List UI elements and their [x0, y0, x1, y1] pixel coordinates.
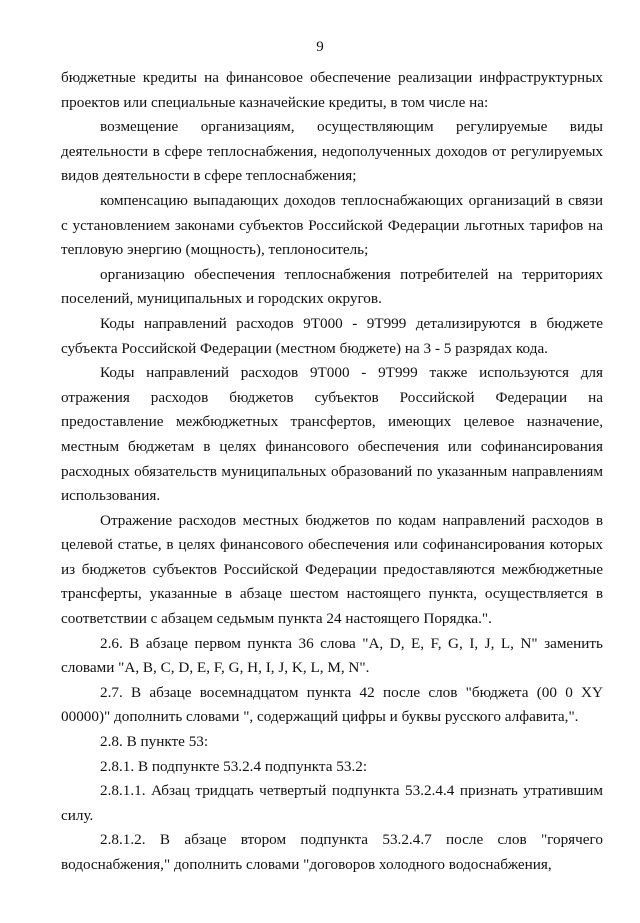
paragraph-10: 2.8. В пункте 53: [100, 733, 209, 751]
paragraph-9: 2.7. В абзаце восемнадцатом пункта 42 после слов "бюджета (00 0 XY 00000)" дополнить словами ", содержащий цифры и буквы русского алфавита,". [61, 683, 603, 726]
paragraph-13: 2.8.1.2. В абзаце втором подпункта 53.2.4.7 после слов "горячего водоснабжения," дополнить словами "договоров холодного водоснабжения, [61, 831, 603, 873]
paragraph-12: 2.8.1.1. Абзац тридцать четвертый подпункта 53.2.4.4 признать утратившим силу. [61, 782, 603, 824]
paragraph-2: возмещение организациям, осуществляющим регулируемые виды деятельности в сфере теплоснабжения, недополученных доходов от регулируемых видов деятельности в сфере теплоснабжения; [61, 118, 603, 185]
paragraph-1: бюджетные кредиты на финансовое обеспечение реализации инфраструктурных проектов или специальные казначейские кредиты, в том числе на: [61, 69, 603, 111]
paragraph-11: 2.8.1. В подпункте 53.2.4 подпункта 53.2: [100, 757, 368, 775]
paragraph-7: Отражение расходов местных бюджетов по кодам направлений расходов в целевой статье, в целях финансового обеспечения или софинансирования которых из бюджетов субъектов Российской Федерации предоставляются межбюджетные трансферты, указанные в абзаце шестом настоящего пункта, осуществляется в соответствии с абзацем седьмым пункта 24 настоящего Порядка.". [61, 511, 603, 628]
paragraph-6: Коды направлений расходов 9Т000 - 9Т999 также используются для отражения расходов бюджетов субъектов Российской Федерации на предоставление межбюджетных трансфертов, имеющих целевое назначение, местным бюджетам в целях финансового обеспечения или софинансирования расходных обязательств муниципальных образований по указанным направлениям использования. [61, 364, 603, 505]
paragraph-8: 2.6. В абзаце первом пункта 36 слова "A, D, E, F, G, I, J, L, N" заменить словами "A, B, C, D, E, F, G, H, I, J, K, L, M, N". [61, 634, 603, 677]
document-body [61, 66, 603, 878]
page-number: 9 [316, 39, 324, 55]
paragraph-4: организацию обеспечения теплоснабжения потребителей на территориях поселений, муниципальных и городских округов. [61, 265, 603, 308]
paragraph-3: компенсацию выпадающих доходов теплоснабжающих организаций в связи с установлением законами субъектов Российской Федерации льготных тарифов на тепловую энергию (мощность), теплоноситель; [61, 191, 603, 259]
paragraph-5: Коды направлений расходов 9Т000 - 9Т999 детализируются в бюджете субъекта Российской Федерации (местном бюджете) на 3 - 5 разрядах кода. [61, 314, 603, 357]
